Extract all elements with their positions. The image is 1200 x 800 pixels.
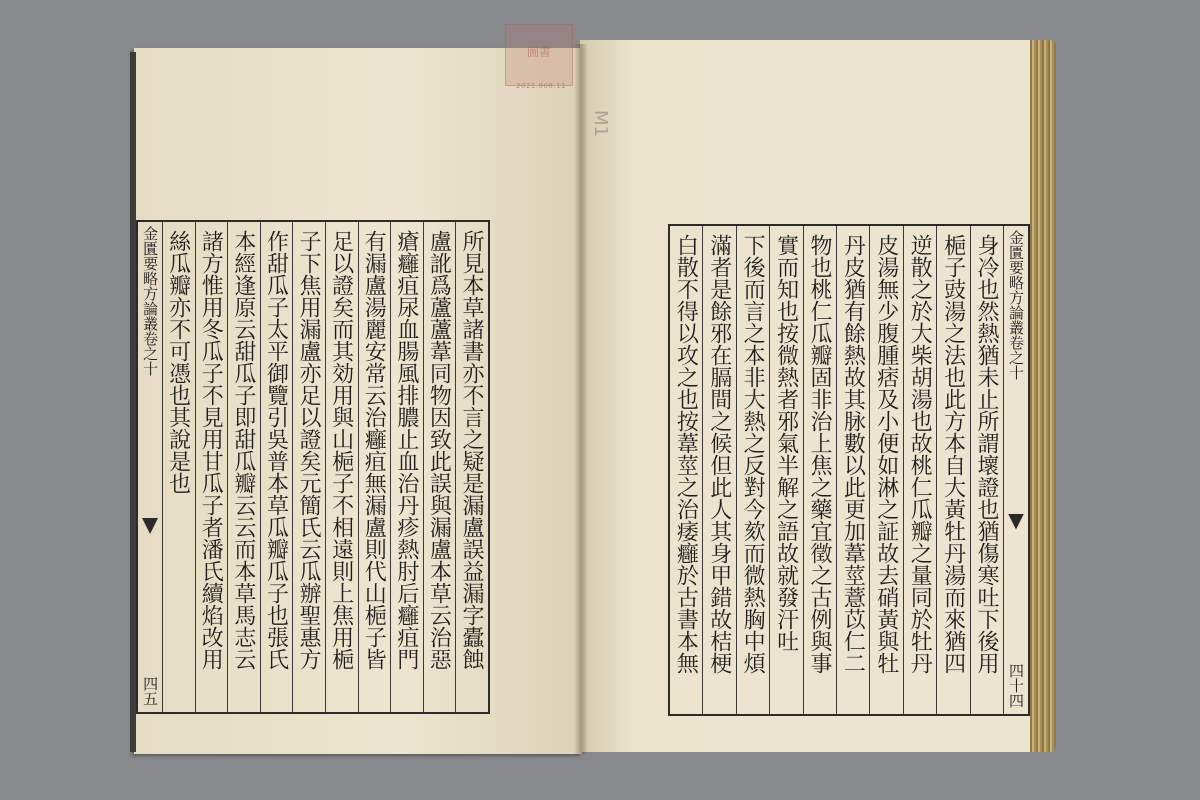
text-column: 有漏盧湯麗安常云治癰疽無漏盧則代山梔子皆: [358, 222, 391, 712]
text-column: 所見本草諸書亦不言之疑是漏盧誤益漏字蠹蝕: [455, 222, 488, 712]
text-column: 瘡癰疽尿血腸風排膿止血治丹疹熱肘后癰疽門: [390, 222, 423, 712]
folio-number: 四十四: [1007, 663, 1025, 708]
left-text-block: [136, 220, 490, 714]
text-column: 物也桃仁瓜瓣固非治上焦之藥宜徵之古例與事: [803, 226, 836, 714]
text-column: 盧訛爲蘆蘆葦同物因致此誤與漏盧本草云治惡: [423, 222, 456, 712]
seal-text: 圖書: [526, 45, 551, 59]
library-seal: [505, 24, 573, 86]
seal-caption: 2021.008.11: [515, 82, 567, 90]
text-column: 絲瓜瓣亦不可憑也其說是也: [162, 222, 195, 712]
book-gutter: [574, 44, 588, 754]
text-column: 滿者是餘邪在膈間之候但此人其身甲錯故桔梗: [702, 226, 735, 714]
text-column: 作甜瓜子太平御覽引吳普本草瓜瓣瓜子也張氏: [260, 222, 293, 712]
pencil-mark: M1: [590, 110, 611, 137]
center-margin-column: [136, 222, 162, 712]
fish-tail-mark-icon: [1008, 514, 1024, 530]
text-column: 子下焦用漏盧亦足以證矣元簡氏云瓜辦聖惠方: [292, 222, 325, 712]
text-column: 逆散之於大柴胡湯也故桃仁瓜瓣之量同於牡丹: [903, 226, 936, 714]
fish-tail-mark-icon: [142, 518, 158, 534]
text-column: 諸方惟用冬瓜子不見用甘瓜子者潘氏續焰改用: [195, 222, 228, 712]
text-column: 丹皮猶有餘熱故其脉數以此更加葦莖薏苡仁二: [836, 226, 869, 714]
text-column: 實而知也按微熱者邪氣半解之語故就發汗吐: [769, 226, 802, 714]
text-column: 白散不得以攻之也按葦莖之治痿癰於古書本無: [673, 234, 699, 674]
text-column: 身冷也然熱猶未止所謂壞證也猶傷寒吐下後用: [970, 226, 1003, 714]
text-column: 本經逢原云甜瓜子即甜瓜瓣云云而本草馬志云: [227, 222, 260, 712]
text-column: 梔子豉湯之法也此方本自大黃牡丹湯而來猶四: [936, 226, 969, 714]
center-margin-column: [1003, 226, 1030, 714]
right-text-block: [668, 224, 1030, 716]
center-margin-title: 金匱要略方論叢卷之十: [141, 226, 160, 376]
center-margin-title: 金匱要略方論叢卷之十: [1007, 230, 1025, 380]
text-column: 足以證矣而其効用與山梔子不相遠則上焦用梔: [325, 222, 358, 712]
text-column: 下後而言之本非大熱之反對今欬而微熱胸中煩: [736, 226, 769, 714]
text-column: 皮湯無少腹腫痞及小便如淋之証故去硝黃與牡: [869, 226, 902, 714]
folio-number: 四五: [141, 676, 160, 706]
